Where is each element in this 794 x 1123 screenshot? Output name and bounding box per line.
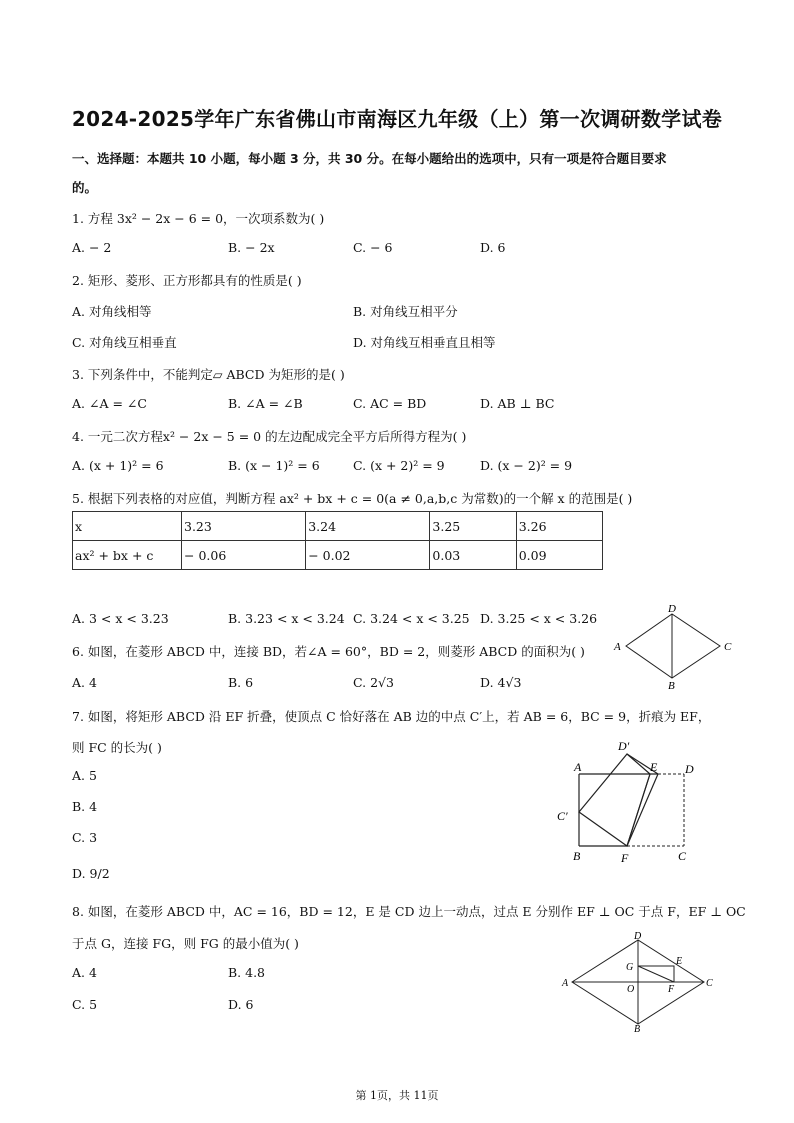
- question-4-option-a: A. (x + 1)² = 6: [72, 458, 164, 473]
- question-6-option-d: D. 4√3: [480, 675, 522, 690]
- table-row: [73, 512, 603, 541]
- question-1-option-b: B. − 2x: [228, 240, 275, 255]
- value-table: [72, 511, 603, 570]
- table-row: [73, 541, 603, 570]
- question-3-option-b: B. ∠A = ∠B: [228, 396, 303, 411]
- figure-label: C: [724, 641, 732, 653]
- question-8-stem: 8. 如图，在菱形 ABCD 中，AC = 16，BD = 12，E 是 CD 边上一动点，过点 E 分别作 EF ⊥ OC 于点 F，EF ⊥ OC: [72, 904, 746, 919]
- question-4-option-c: C. (x + 2)² = 9: [353, 458, 445, 473]
- table-cell: 3.23: [182, 512, 306, 541]
- table-cell: − 0.02: [306, 541, 430, 570]
- table-cell: − 0.06: [182, 541, 306, 570]
- question-6-stem: 6. 如图，在菱形 ABCD 中，连接 BD，若∠A = 60°，BD = 2，则菱形 ABCD 的面积为( ): [72, 644, 585, 659]
- page-title: 2024-2025学年广东省佛山市南海区九年级（上）第一次调研数学试卷: [71, 107, 723, 131]
- table-cell: 3.24: [306, 512, 430, 541]
- question-4-option-d: D. (x − 2)² = 9: [480, 458, 573, 473]
- question-5-option-a: A. 3 < x < 3.23: [72, 611, 169, 626]
- figure-label: B: [634, 1024, 641, 1032]
- question-2-option-b: B. 对角线互相平分: [353, 304, 458, 319]
- figure-label: D: [685, 762, 694, 776]
- table-cell: 0.09: [516, 541, 602, 570]
- figure-label: E: [676, 956, 683, 967]
- question-6-option-c: C. 2√3: [353, 675, 394, 690]
- question-2-option-d: D. 对角线互相垂直且相等: [353, 335, 496, 350]
- question-3-option-c: C. AC = BD: [353, 396, 427, 411]
- question-8-option-d: D. 6: [228, 997, 254, 1012]
- figure-label: D: [634, 931, 642, 942]
- question-7-stem: 7. 如图，将矩形 ABCD 沿 EF 折叠，使顶点 C 恰好落在 AB 边的中点 C′上，若 AB = 6，BC = 9，折痕为 EF，: [72, 709, 711, 724]
- figure-label: C: [678, 849, 687, 863]
- question-4-option-b: B. (x − 1)² = 6: [228, 458, 320, 473]
- section-heading: 一、选择题：本题共 10 小题，每小题 3 分，共 30 分。在每小题给出的选项中，只有一项是符合题目要求: [72, 151, 667, 166]
- question-7-option-d: [72, 866, 110, 881]
- page-footer: 第 1页，共 11页: [355, 1089, 439, 1102]
- fold-figure-q7: [552, 732, 712, 868]
- figure-label: C′: [557, 809, 568, 823]
- question-4-stem: 4. 一元二次方程x² − 2x − 5 = 0 的左边配成完全平方后所得方程为( ): [72, 429, 467, 444]
- question-1-option-d: D. 6: [480, 240, 506, 255]
- question-3-option-a: A. ∠A = ∠C: [72, 396, 147, 411]
- question-1-stem: 1. 方程 3x² − 2x − 6 = 0，一次项系数为( ): [72, 211, 325, 226]
- rhombus-figure-q6: [608, 602, 748, 690]
- question-3-stem: 3. 下列条件中，不能判定▱ ABCD 为矩形的是( ): [72, 367, 345, 382]
- question-8-option-c: C. 5: [72, 997, 98, 1012]
- figure-label: F: [621, 851, 629, 865]
- question-8-option-b: B. 4.8: [228, 965, 266, 980]
- question-6-option-a: A. 4: [72, 675, 97, 690]
- question-5-option-c: C. 3.24 < x < 3.25: [353, 611, 470, 626]
- question-7-option-b: B. 4: [72, 799, 98, 814]
- figure-label: D: [668, 603, 676, 615]
- question-7-option-a: A. 5: [72, 768, 97, 783]
- table-cell: 3.26: [516, 512, 602, 541]
- table-cell: 0.03: [430, 541, 516, 570]
- table-cell: 3.25: [430, 512, 516, 541]
- figure-label: B: [668, 680, 675, 690]
- question-1-option-c: C. − 6: [353, 240, 393, 255]
- question-1-option-a: A. − 2: [72, 240, 112, 255]
- figure-label: C: [706, 978, 713, 989]
- table-cell: ax² + bx + c: [73, 541, 182, 570]
- figure-label: G: [626, 962, 634, 973]
- option-d-text: D. 9/2: [72, 866, 110, 881]
- question-7-option-c: C. 3: [72, 830, 98, 845]
- figure-label: O: [627, 984, 635, 995]
- figure-label: D′: [618, 739, 630, 753]
- question-3-option-d: D. AB ⊥ BC: [480, 396, 555, 411]
- question-6-option-b: B. 6: [228, 675, 254, 690]
- section-heading-cont: 的。: [72, 180, 98, 195]
- figure-label: A: [574, 760, 582, 774]
- figure-label: A: [614, 641, 621, 653]
- figure-label: B: [573, 849, 581, 863]
- question-5-stem: 5. 根据下列表格的对应值，判断方程 ax² + bx + c = 0(a ≠ 0,a,b,c 为常数)的一个解 x 的范围是( ): [72, 491, 633, 506]
- figure-label: E: [650, 760, 658, 774]
- question-7-stem-cont: 则 FC 的长为( ): [72, 740, 162, 755]
- question-2-stem: 2. 矩形、菱形、正方形都具有的性质是( ): [72, 273, 302, 288]
- rhombus-figure-q8: [560, 930, 720, 1032]
- table-cell: x: [73, 512, 182, 541]
- question-8-stem-cont: 于点 G，连接 FG，则 FG 的最小值为( ): [72, 936, 299, 951]
- figure-label: F: [668, 984, 675, 995]
- question-2-option-a: A. 对角线相等: [72, 304, 152, 319]
- question-5-option-d: D. 3.25 < x < 3.26: [480, 611, 598, 626]
- figure-label: A: [562, 978, 569, 989]
- question-5-option-b: B. 3.23 < x < 3.24: [228, 611, 345, 626]
- question-8-option-a: A. 4: [72, 965, 97, 980]
- question-2-option-c: C. 对角线互相垂直: [72, 335, 177, 350]
